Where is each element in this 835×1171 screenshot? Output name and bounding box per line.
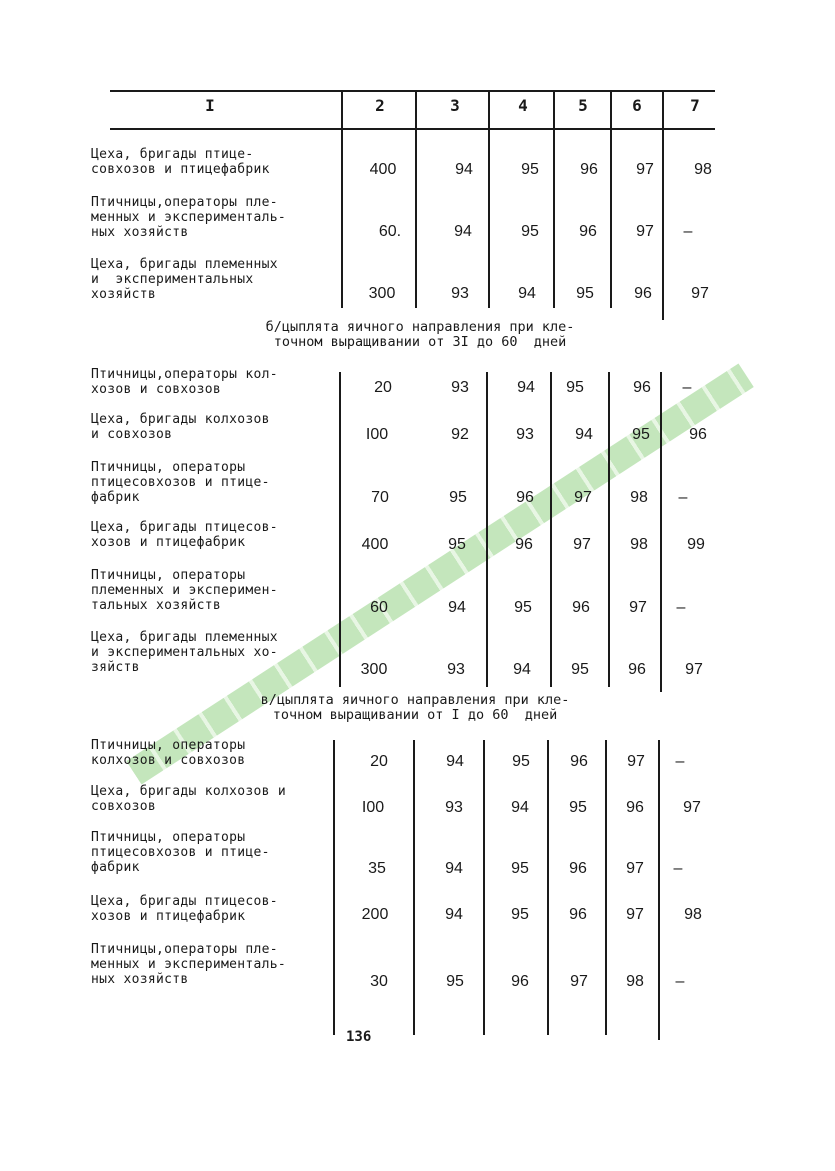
table-cell: 94 bbox=[517, 379, 535, 396]
table-cell: 96 bbox=[628, 661, 646, 678]
table-cell: 95 bbox=[521, 161, 539, 178]
table-cell: 96 bbox=[569, 906, 587, 923]
table-cell: 95 bbox=[449, 489, 467, 506]
table-cell: I00 bbox=[365, 426, 389, 443]
table-cell: 96 bbox=[569, 860, 587, 877]
column-header: 3 bbox=[450, 96, 460, 115]
table-cell: 98 bbox=[684, 906, 702, 923]
table-cell: 95 bbox=[569, 799, 587, 816]
row-label: Птичницы, операторы птицесовхозов и птице- фабрик bbox=[91, 460, 270, 505]
table-cell: 94 bbox=[513, 661, 531, 678]
table-cell: 97 bbox=[636, 161, 654, 178]
table-cell: 95 bbox=[446, 973, 464, 990]
table-cell: 98 bbox=[694, 161, 712, 178]
table-cell: – bbox=[683, 223, 693, 240]
column-divider bbox=[486, 372, 488, 687]
column-divider bbox=[608, 372, 610, 687]
table-cell: 96 bbox=[570, 753, 588, 770]
table-cell: 96 bbox=[689, 426, 707, 443]
table-cell: 70 bbox=[371, 489, 389, 506]
table-cell: 95 bbox=[514, 599, 532, 616]
table-cell: 97 bbox=[683, 799, 701, 816]
table-cell: 98 bbox=[630, 536, 648, 553]
table-cell: 35 bbox=[368, 860, 386, 877]
column-header: 7 bbox=[690, 96, 700, 115]
table-cell: 92 bbox=[451, 426, 469, 443]
page-number: 136 bbox=[346, 1029, 372, 1045]
table-cell: 96 bbox=[634, 285, 652, 302]
table-cell: 96 bbox=[633, 379, 651, 396]
column-divider bbox=[658, 740, 660, 1040]
column-divider bbox=[660, 372, 662, 692]
table-cell: 94 bbox=[448, 599, 466, 616]
table-cell: 97 bbox=[636, 223, 654, 240]
table-cell: 94 bbox=[575, 426, 593, 443]
column-divider bbox=[341, 90, 343, 308]
table-cell: 200 bbox=[361, 906, 389, 923]
table-cell: 20 bbox=[370, 753, 388, 770]
table-cell: 93 bbox=[516, 426, 534, 443]
row-label: Птичницы,операторы пле- менных и эксперименталь- ных хозяйств bbox=[91, 942, 287, 987]
table-cell: 97 bbox=[627, 753, 645, 770]
column-divider bbox=[488, 90, 490, 308]
table-cell: 98 bbox=[626, 973, 644, 990]
table-cell: 97 bbox=[626, 906, 644, 923]
column-divider bbox=[553, 90, 555, 308]
row-label: Птичницы, операторы племенных и эксперимен- тальных хозяйств bbox=[91, 568, 278, 613]
table-cell: 97 bbox=[685, 661, 703, 678]
table-cell: 96 bbox=[572, 599, 590, 616]
table-cell: 95 bbox=[511, 860, 529, 877]
table-cell: – bbox=[678, 489, 688, 506]
table-cell: – bbox=[682, 379, 692, 396]
table-cell: 30 bbox=[370, 973, 388, 990]
table-cell: 300 bbox=[368, 285, 396, 302]
table-cell: 95 bbox=[566, 379, 584, 396]
table-cell: 93 bbox=[445, 799, 463, 816]
table-cell: 97 bbox=[691, 285, 709, 302]
table-cell: 95 bbox=[632, 426, 650, 443]
table-cell: 95 bbox=[576, 285, 594, 302]
table-cell: I00 bbox=[361, 799, 385, 816]
table-cell: 96 bbox=[516, 489, 534, 506]
column-header: 5 bbox=[578, 96, 588, 115]
section-heading: б/цыплята яичного направления при кле- точном выращивании от 3I до 60 дней bbox=[265, 319, 575, 350]
table-cell: 93 bbox=[451, 379, 469, 396]
column-divider bbox=[610, 90, 612, 308]
table-cell: 97 bbox=[626, 860, 644, 877]
table-cell: 93 bbox=[447, 661, 465, 678]
column-divider bbox=[415, 90, 417, 308]
table-cell: 94 bbox=[446, 753, 464, 770]
table-cell: 95 bbox=[448, 536, 466, 553]
table-cell: 95 bbox=[571, 661, 589, 678]
column-header: 6 bbox=[632, 96, 642, 115]
row-label: Птичницы,операторы пле- менных и эксперименталь- ных хозяйств bbox=[91, 195, 287, 240]
table-cell: 94 bbox=[511, 799, 529, 816]
table-cell: – bbox=[676, 599, 686, 616]
row-label: Цеха, бригады колхозов и совхозов bbox=[91, 412, 270, 442]
table-cell: 400 bbox=[361, 536, 389, 553]
row-label: Птичницы,операторы кол- хозов и совхозов bbox=[91, 367, 278, 397]
row-label: Цеха, бригады племенных и экспериментальных хозяйств bbox=[91, 257, 278, 302]
table-cell: 95 bbox=[512, 753, 530, 770]
table-cell: 94 bbox=[518, 285, 536, 302]
table-top-rule bbox=[110, 90, 715, 92]
table-cell: 20 bbox=[374, 379, 392, 396]
table-cell: – bbox=[675, 753, 685, 770]
row-label: Цеха, бригады птицесов- хозов и птицефабрик bbox=[91, 894, 278, 924]
table-cell: 99 bbox=[687, 536, 705, 553]
table-cell: – bbox=[673, 860, 683, 877]
table-cell: 94 bbox=[445, 860, 463, 877]
table-cell: 97 bbox=[573, 536, 591, 553]
table-cell: 96 bbox=[579, 223, 597, 240]
table-cell: 93 bbox=[451, 285, 469, 302]
table-cell: 60 bbox=[370, 599, 388, 616]
row-label: Цеха, бригады колхозов и совхозов bbox=[91, 784, 287, 814]
column-header: I bbox=[205, 96, 215, 115]
column-divider bbox=[550, 372, 552, 687]
table-cell: 96 bbox=[515, 536, 533, 553]
column-header: 4 bbox=[518, 96, 528, 115]
table-cell: 94 bbox=[454, 223, 472, 240]
row-label: Цеха, бригады птице- совхозов и птицефабрик bbox=[91, 147, 270, 177]
table-cell: 94 bbox=[445, 906, 463, 923]
table-cell: 96 bbox=[580, 161, 598, 178]
table-cell: 97 bbox=[629, 599, 647, 616]
table-cell: 98 bbox=[630, 489, 648, 506]
table-header-rule bbox=[110, 128, 715, 130]
row-label: Птичницы, операторы колхозов и совхозов bbox=[91, 738, 246, 768]
table-cell: 60. bbox=[378, 223, 402, 240]
column-header: 2 bbox=[375, 96, 385, 115]
table-cell: 94 bbox=[455, 161, 473, 178]
table-cell: 300 bbox=[360, 661, 388, 678]
table-cell: 96 bbox=[626, 799, 644, 816]
section-heading: в/цыплята яичного направления при кле- точном выращивании от I до 60 дней bbox=[260, 692, 570, 723]
column-divider bbox=[413, 740, 415, 1035]
table-cell: 97 bbox=[574, 489, 592, 506]
table-cell: 97 bbox=[570, 973, 588, 990]
row-label: Цеха, бригады племенных и экспериментальных хо- зяйств bbox=[91, 630, 278, 675]
row-label: Птичницы, операторы птицесовхозов и птице- фабрик bbox=[91, 830, 270, 875]
table-cell: 95 bbox=[521, 223, 539, 240]
row-label: Цеха, бригады птицесов- хозов и птицефабрик bbox=[91, 520, 278, 550]
table-cell: 95 bbox=[511, 906, 529, 923]
table-cell: – bbox=[675, 973, 685, 990]
table-cell: 96 bbox=[511, 973, 529, 990]
table-cell: 400 bbox=[369, 161, 397, 178]
